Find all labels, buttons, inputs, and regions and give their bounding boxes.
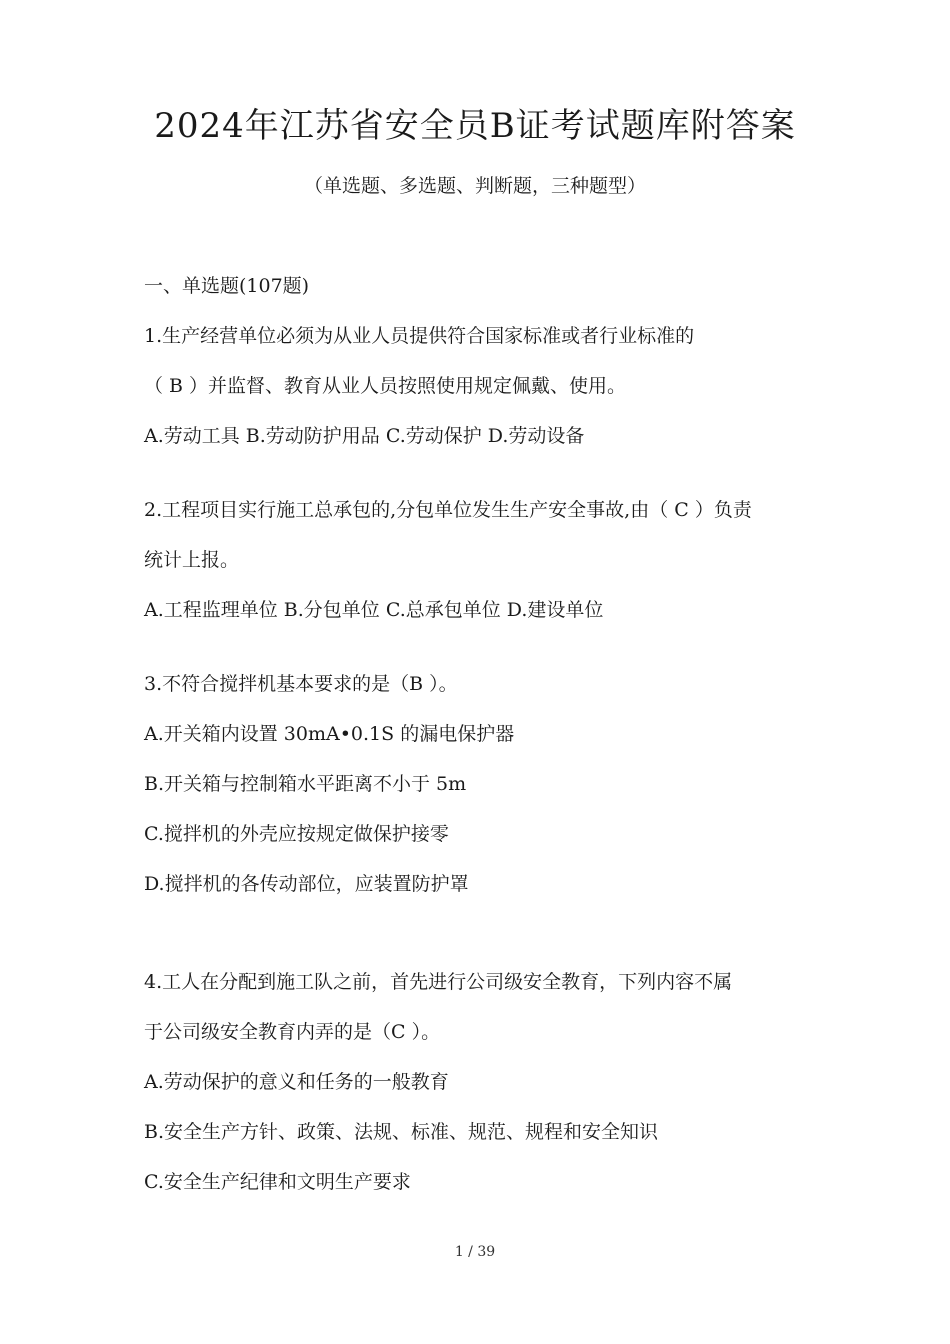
question-4-option-b: B.安全生产方针、政策、法规、标准、规范、规程和安全知识 xyxy=(144,1121,659,1143)
document-subtitle: （单选题、多选题、判断题，三种题型） xyxy=(303,175,646,197)
question-4-line-2: 于公司级安全教育内弄的是（C ）。 xyxy=(144,1021,441,1043)
question-4-line-1: 4.工人在分配到施工队之前，首先进行公司级安全教育，下列内容不属 xyxy=(144,971,733,993)
question-3-option-d: D.搅拌机的各传动部位，应装置防护罩 xyxy=(144,873,469,895)
page-number: 1 / 39 xyxy=(454,1244,496,1260)
question-4-option-c: C.安全生产纪律和文明生产要求 xyxy=(144,1171,411,1193)
question-2-line-1: 2.工程项目实行施工总承包的,分包单位发生生产安全事故,由（ C ）负责 xyxy=(144,499,752,521)
question-2-options: A.工程监理单位 B.分包单位 C.总承包单位 D.建设单位 xyxy=(144,599,604,621)
document-title: 2024年江苏省安全员B证考试题库附答案 xyxy=(154,106,796,146)
question-3-option-a: A.开关箱内设置 30mA•0.1S 的漏电保护器 xyxy=(144,723,515,745)
question-3-stem: 3.不符合搅拌机基本要求的是（B ）。 xyxy=(144,673,458,695)
section-heading: 一、单选题(107题) xyxy=(144,275,310,297)
question-1-line-1: 1.生产经营单位必须为从业人员提供符合国家标准或者行业标准的 xyxy=(144,325,695,347)
question-2-line-2: 统计上报。 xyxy=(144,549,240,571)
question-3-option-c: C.搅拌机的外壳应按规定做保护接零 xyxy=(144,823,449,845)
question-1-line-2: （ B ）并监督、教育从业人员按照使用规定佩戴、使用。 xyxy=(144,375,627,397)
question-4-option-a: A.劳动保护的意义和任务的一般教育 xyxy=(144,1071,449,1093)
question-1-options: A.劳动工具 B.劳动防护用品 C.劳动保护 D.劳动设备 xyxy=(144,425,585,447)
question-3-option-b: B.开关箱与控制箱水平距离不小于 5m xyxy=(144,773,467,795)
